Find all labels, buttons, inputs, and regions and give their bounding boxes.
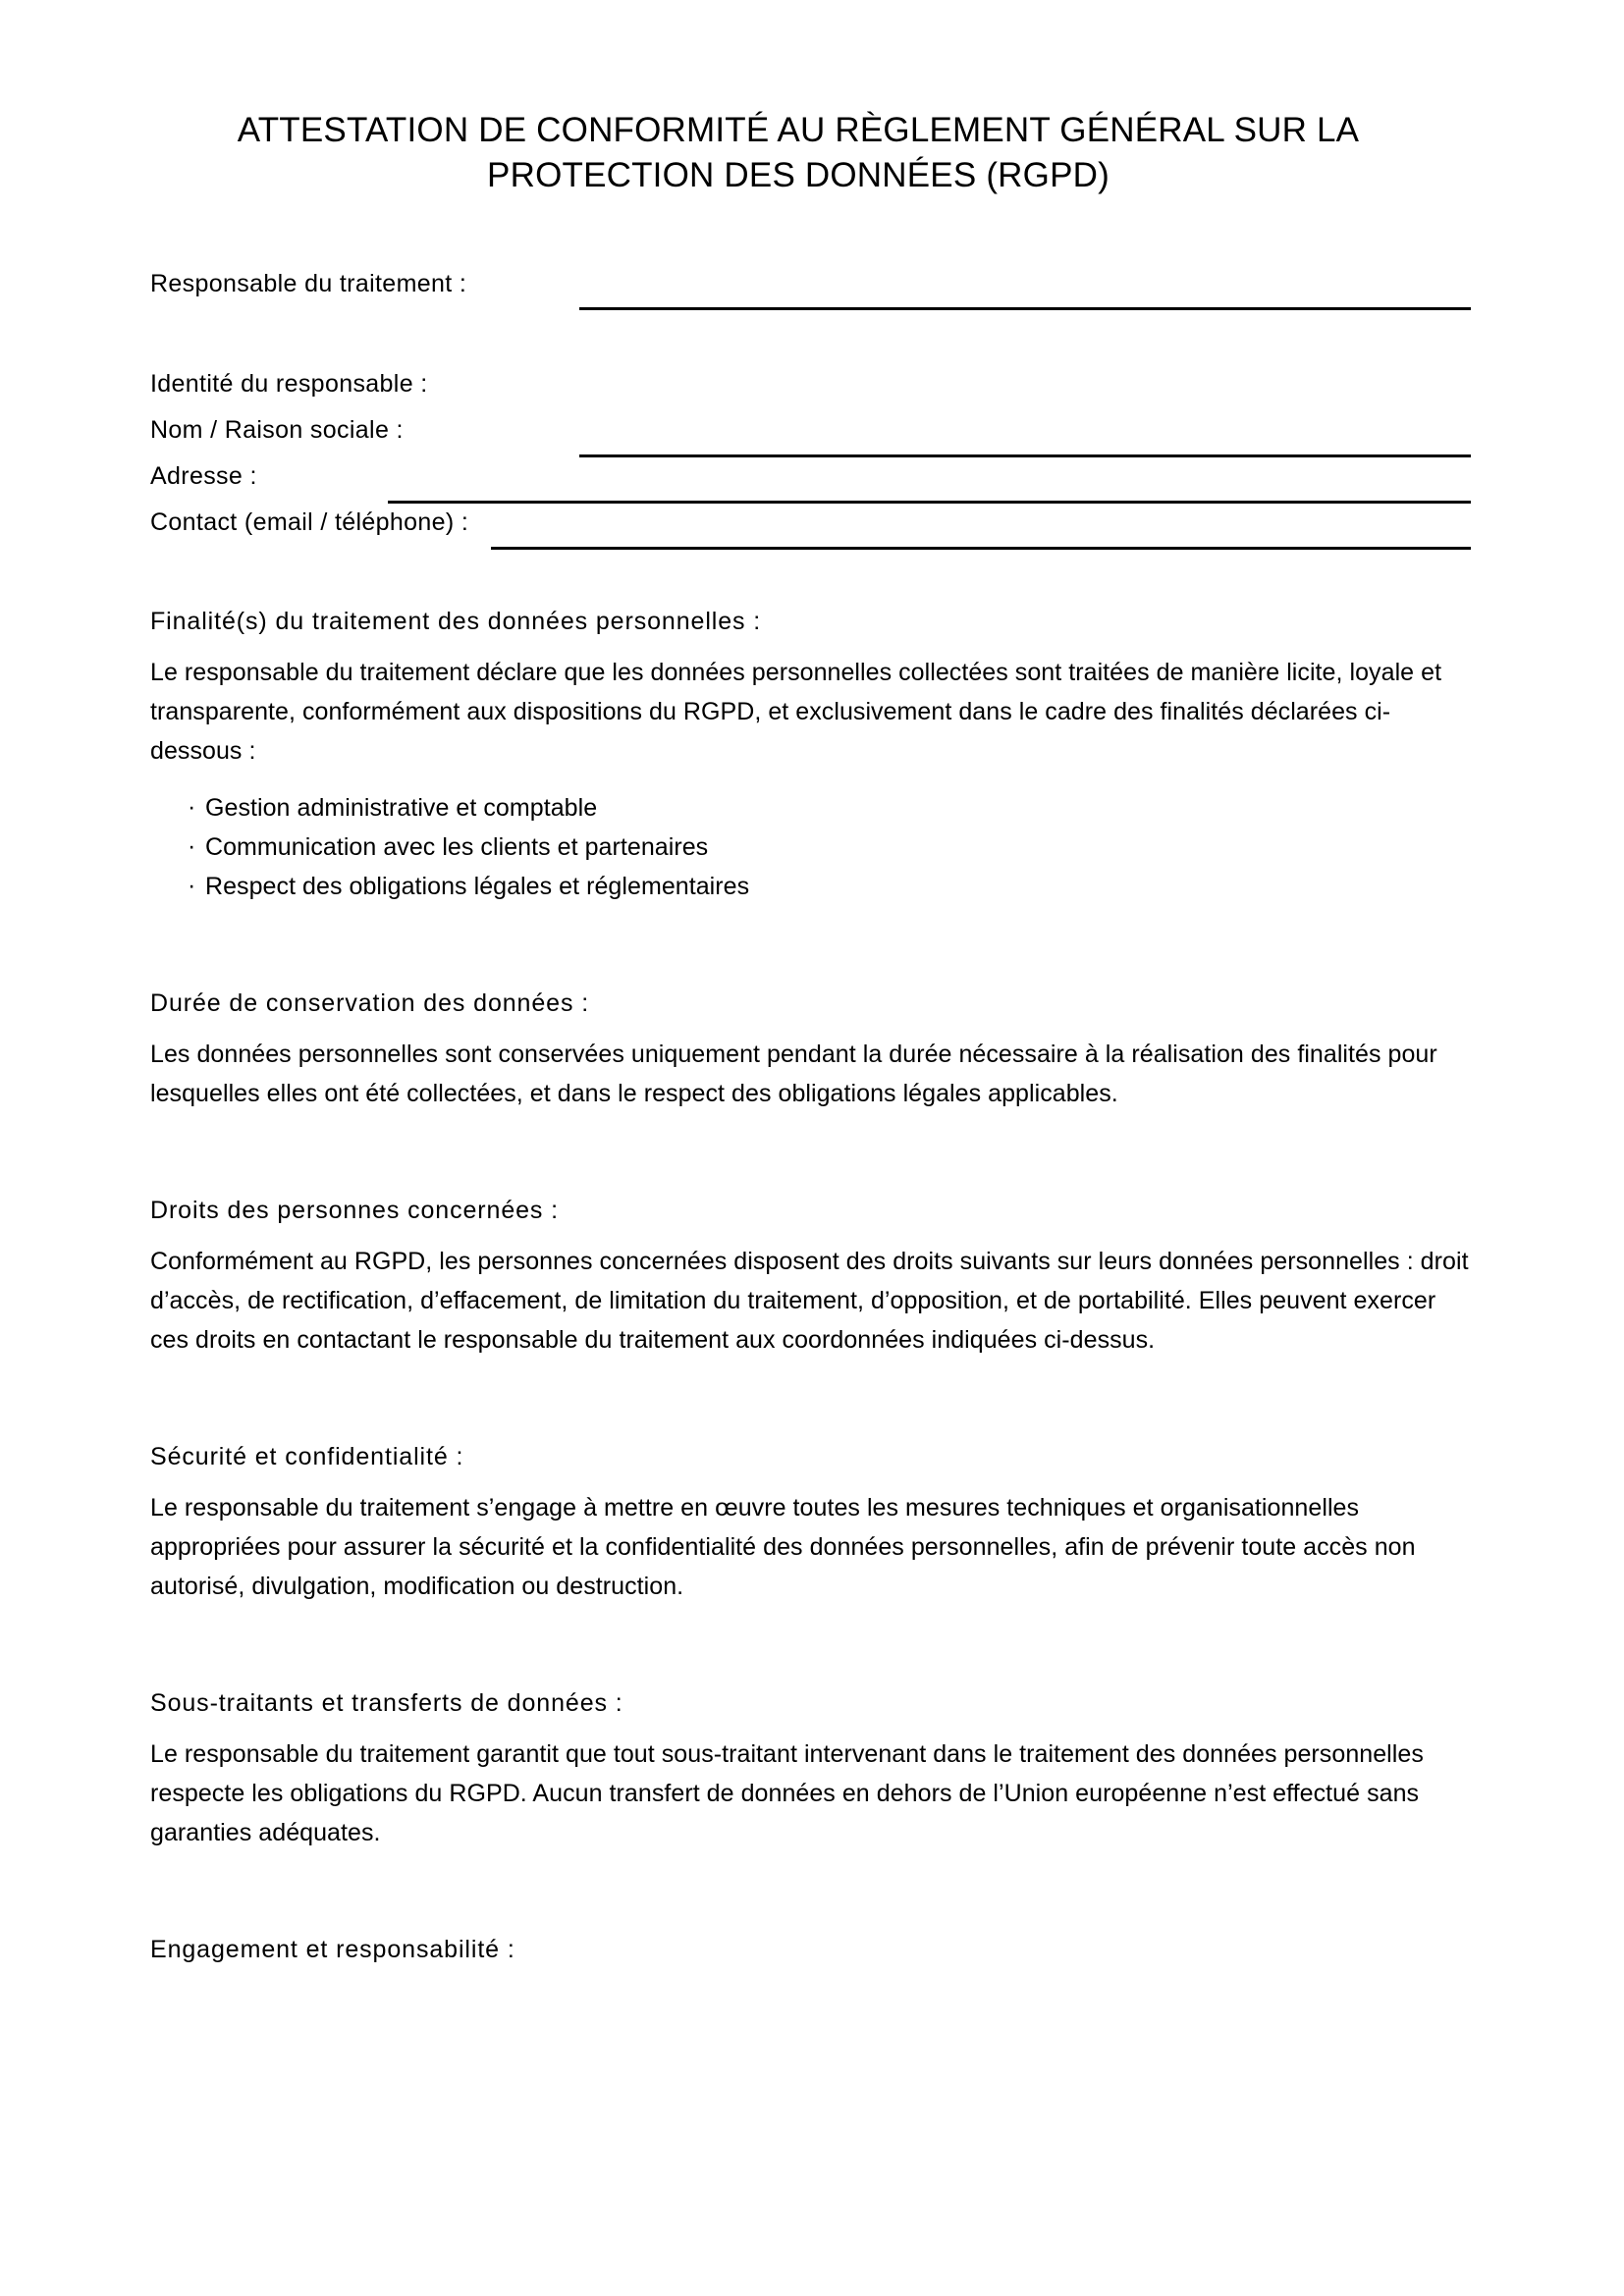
purposes-heading: Finalité(s) du traitement des données personnelles : [150, 608, 762, 635]
subprocessors-heading: Sous-traitants et transferts de données : [150, 1689, 623, 1717]
address-input-line[interactable] [388, 501, 1471, 504]
retention-heading: Durée de conservation des données : [150, 989, 590, 1017]
name-input-line[interactable] [579, 454, 1471, 457]
rights-heading: Droits des personnes concernées : [150, 1197, 560, 1224]
field-row-controller [150, 269, 1471, 314]
contact-label: Contact (email / téléphone) : [150, 508, 469, 536]
commitment-heading: Engagement et responsabilité : [150, 1936, 515, 1963]
controller-field-block [150, 269, 1471, 314]
section-commitment [150, 1935, 1471, 1965]
address-label: Adresse : [150, 462, 257, 490]
field-row-identity-heading [150, 369, 1471, 415]
controller-input-line[interactable] [579, 307, 1471, 310]
section-subprocessors [150, 1688, 1471, 1852]
section-retention [150, 988, 1471, 1113]
purposes-bullet-list [150, 788, 1471, 906]
identity-field-block [150, 369, 1471, 554]
list-item: · Respect des obligations légales et réglementaires [188, 867, 1471, 906]
section-security [150, 1442, 1471, 1606]
document-content [150, 0, 1471, 1981]
rights-paragraph: Conformément au RGPD, les personnes concernées disposent des droits suivants sur leurs données personnelles : droit d’accès, de rectification, d’effacement, de limitation du traitement, d’opposition, et de portabilité. Elles peuvent exercer ces droits en contactant le responsable du traitement aux coordonnées indiquées ci-dessus. [150, 1248, 1469, 1354]
field-row-address [150, 461, 1471, 507]
name-label: Nom / Raison sociale : [150, 416, 404, 444]
controller-label: Responsable du traitement : [150, 270, 467, 297]
security-paragraph: Le responsable du traitement s’engage à mettre en œuvre toutes les mesures techniques et organisationnelles appropriées pour assurer la sécurité et la confidentialité des données personnelles, afin de prévenir toute accès non autorisé, divulgation, modification ou destruction. [150, 1494, 1416, 1600]
list-item: · Communication avec les clients et partenaires [188, 828, 1471, 867]
contact-input-line[interactable] [491, 547, 1471, 550]
field-row-contact [150, 507, 1471, 554]
section-rights [150, 1196, 1471, 1360]
list-item: · Gestion administrative et comptable [188, 788, 1471, 828]
security-heading: Sécurité et confidentialité : [150, 1443, 464, 1470]
retention-paragraph: Les données personnelles sont conservées uniquement pendant la durée nécessaire à la réalisation des finalités pour lesquelles elles ont été collectées, et dans le respect des obligations légales applicables. [150, 1041, 1437, 1107]
purposes-paragraph: Le responsable du traitement déclare que les données personnelles collectées sont traitées de manière licite, loyale et transparente, conformément aux dispositions du RGPD, et exclusivement dans le cadre des finalités déclarées ci-dessous : [150, 659, 1442, 765]
section-purposes [150, 607, 1471, 906]
subprocessors-paragraph: Le responsable du traitement garantit que tout sous-traitant intervenant dans le traitement des données personnelles respecte les obligations du RGPD. Aucun transfert de données en dehors de l’Union européenne n’est effectué sans garanties adéquates. [150, 1740, 1424, 1846]
identity-heading-label: Identité du responsable : [150, 370, 428, 398]
page-title: ATTESTATION DE CONFORMITÉ AU RÈGLEMENT GÉNÉRAL SUR LA PROTECTION DES DONNÉES (RGPD) [237, 111, 1360, 194]
field-row-name [150, 415, 1471, 461]
